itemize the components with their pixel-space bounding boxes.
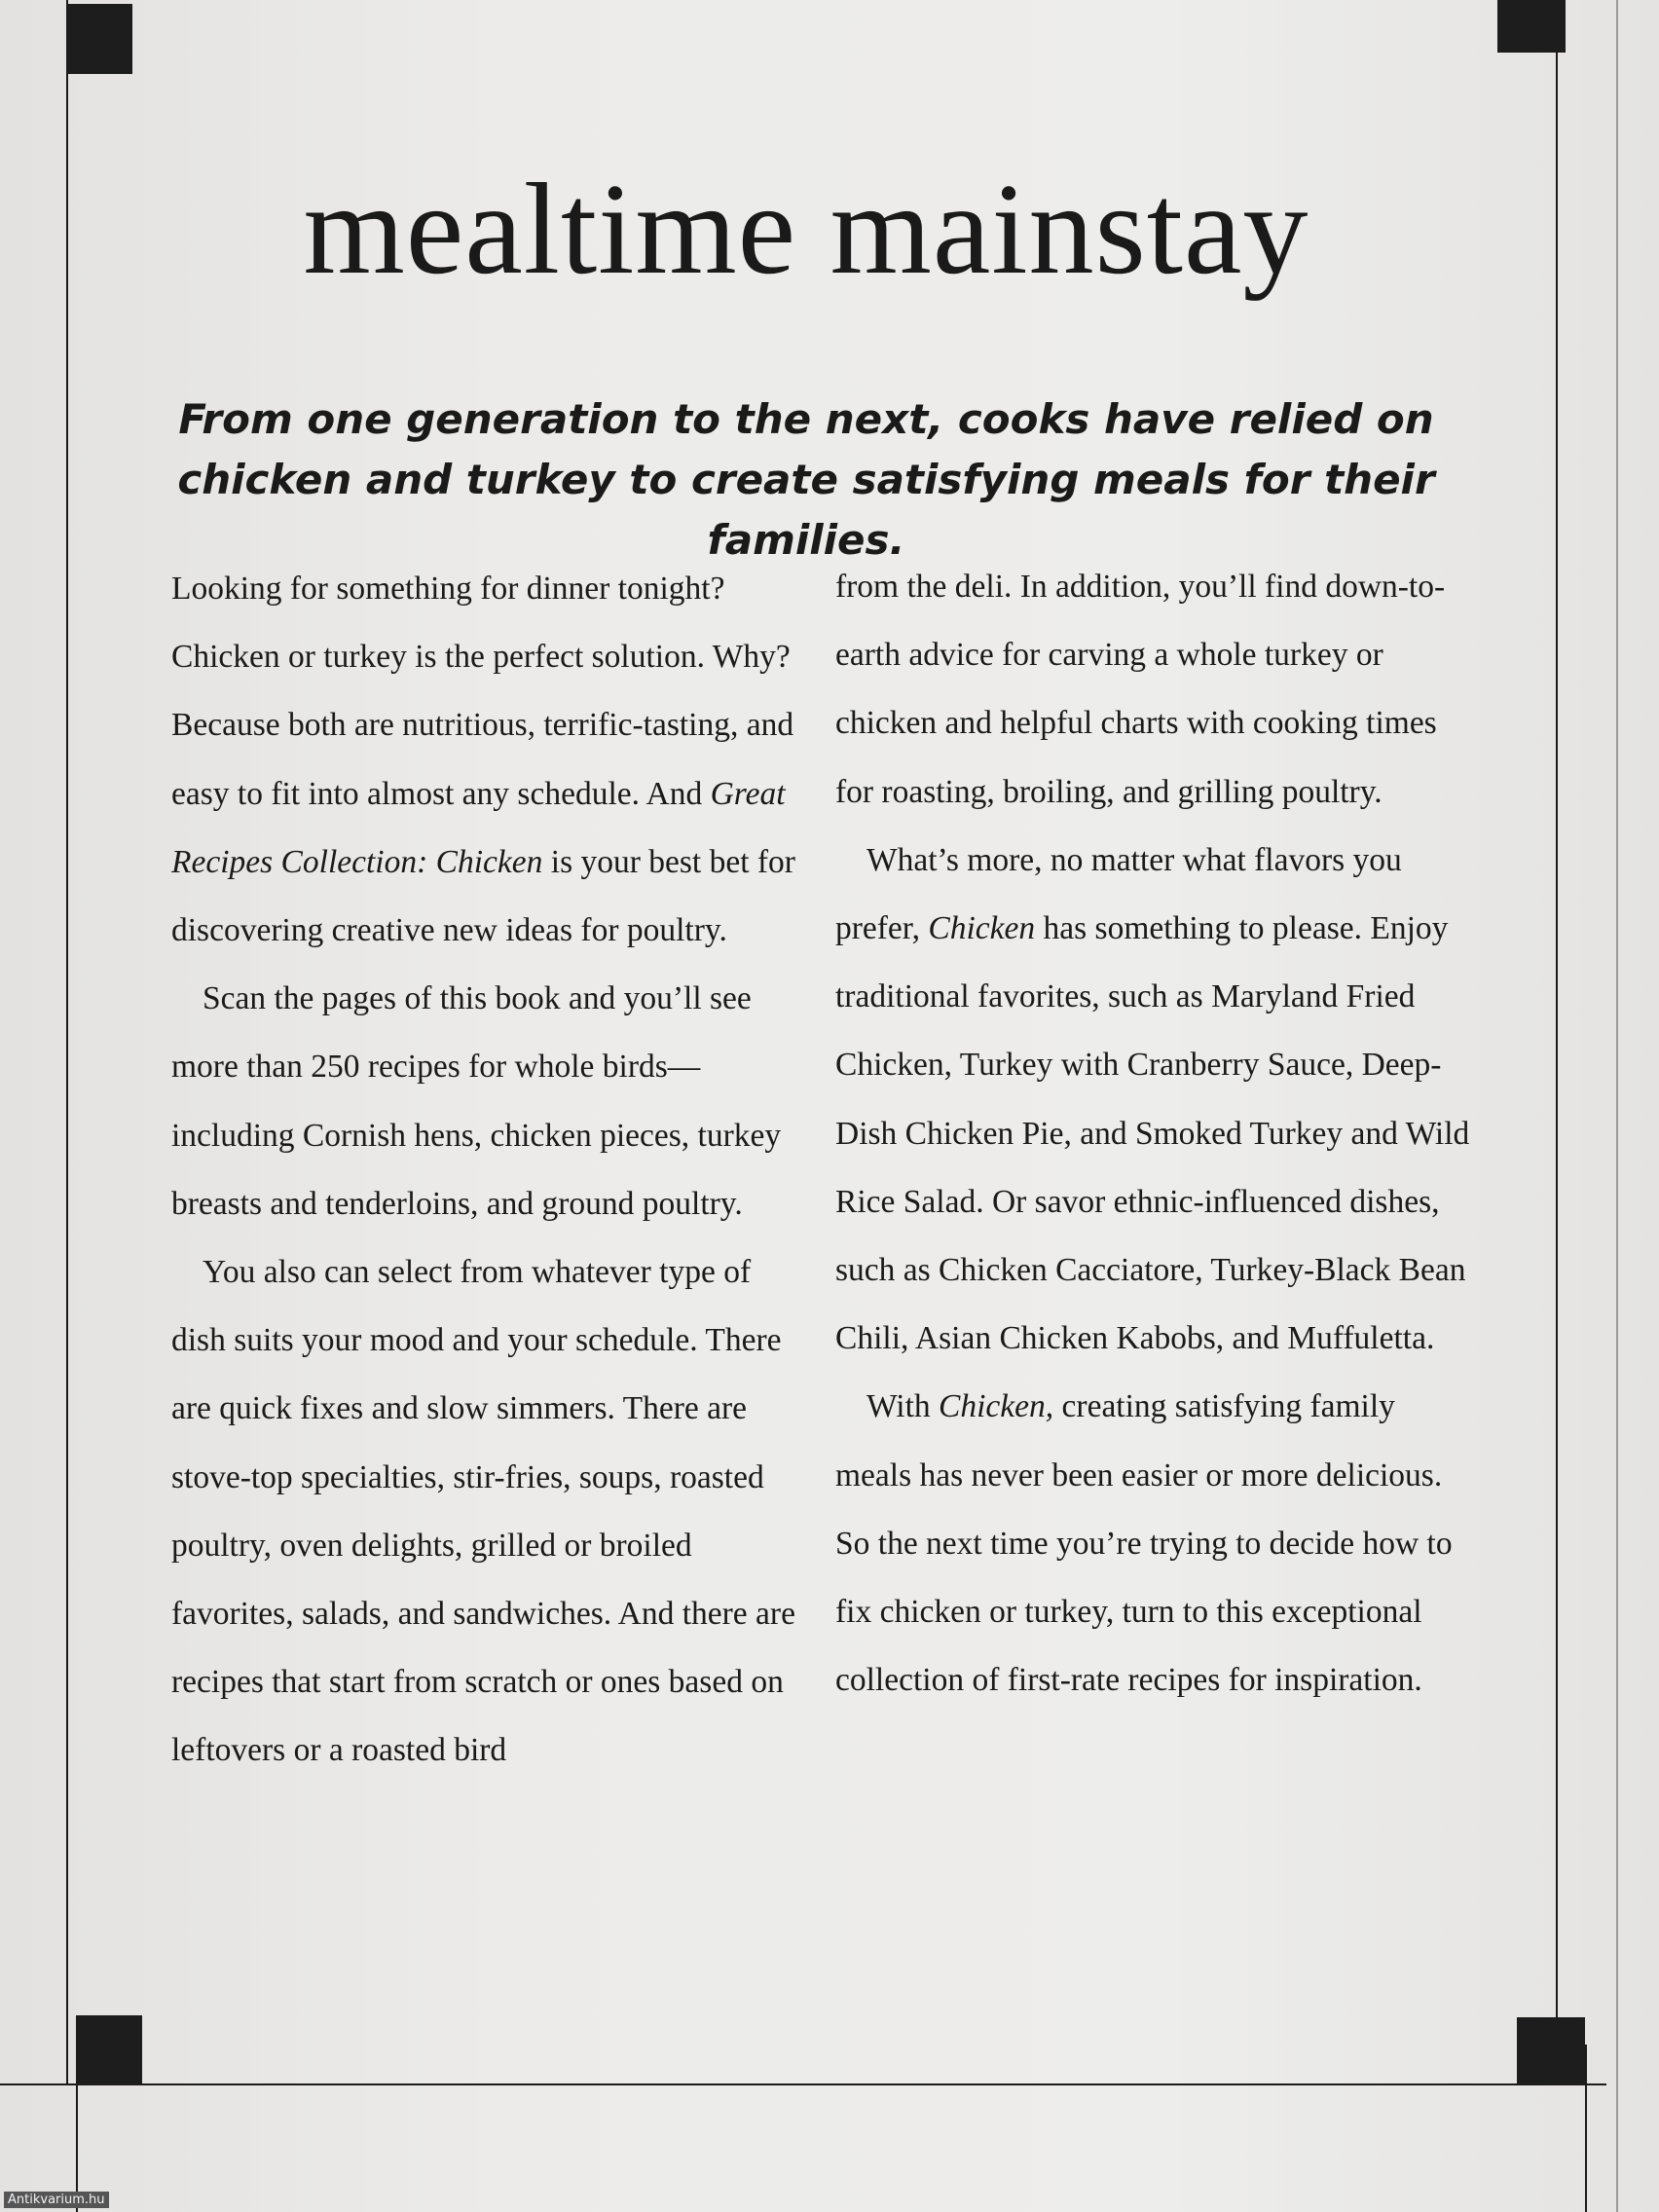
frame-bottom-line [0,2083,1606,2085]
paragraph [835,827,1478,1374]
paragraph: You also can select from whatever type of dish suits your mood and your schedule. There are quick fixes and slow simmers. There are stove-top specialties, stir-fries, soups, roasted poultry, oven delights, grilled or broiled favorites, salads, and sandwiches. And there are recipes that start from scratch or ones based on leftovers or a roasted bird [171,1254,795,1769]
book-title-italic: Chicken [928,910,1036,947]
text-run: is your best bet for discovering creative new ideas for poultry. [171,843,795,949]
watermark: Antikvarium.hu [4,2192,109,2208]
book-title-italic: Chicken, [939,1388,1054,1425]
page-edge-line [1616,0,1618,2212]
text-run: Looking for something for dinner tonight? Chicken or turkey is the perfect solution. Why? Because both are nutritious, terrific-tasting, and easy to fit into almost any schedule. And [171,571,794,812]
paragraph: Scan the pages of this book and you’ll see more than 250 recipes for whole birds—including Cornish hens, chicken pieces, turkey breasts and tenderloins, and ground poultry. [171,980,782,1222]
frame-right-line [1556,0,1558,2083]
paragraph [171,555,804,965]
text-run: has something to please. Enjoy traditional favorites, such as Maryland Fried Chicken, Turkey with Cranberry Sauce, Deep-Dish Chicken Pie, and Smoked Turkey and Wild Rice Salad. Or savor ethnic-influenced dishes, such as Chicken Cacciatore, Turkey-Black Bean Chili, Asian Chicken Kabobs, and Muffuletta. [835,910,1470,1357]
frame-left-line [66,0,68,2083]
text-run: What’s more, no matter what flavors you prefer, [835,841,1402,947]
text-run: With [866,1388,940,1425]
paragraph [835,1373,1478,1714]
corner-square-bottom-left [76,2015,142,2085]
corner-square-bottom-right [1517,2017,1585,2085]
page-subtitle: From one generation to the next, cooks have relied on chicken and turkey to create satisfying meals for their families. [177,395,1435,564]
corner-square-top-left [66,4,132,74]
text-run: creating satisfying family meals has never been easier or more delicious. So the next time you’re trying to decide how to fix chicken or turkey, turn to this exceptional collection of first-rate recipes for inspiration. [835,1388,1453,1699]
corner-square-top-right [1497,0,1566,53]
crop-mark-vertical-right [1585,2045,1587,2212]
left-text-column [171,555,804,1786]
paragraph: from the deli. In addition, you’ll find down-to-earth advice for carving a whole turkey or chicken and helpful charts with cooking times for roasting, broiling, and grilling poultry. [835,569,1446,810]
page-title: mealtime mainstay [303,157,1309,301]
right-text-column [835,553,1478,1714]
book-title-italic: Great Recipes Collection: Chicken [171,775,786,880]
